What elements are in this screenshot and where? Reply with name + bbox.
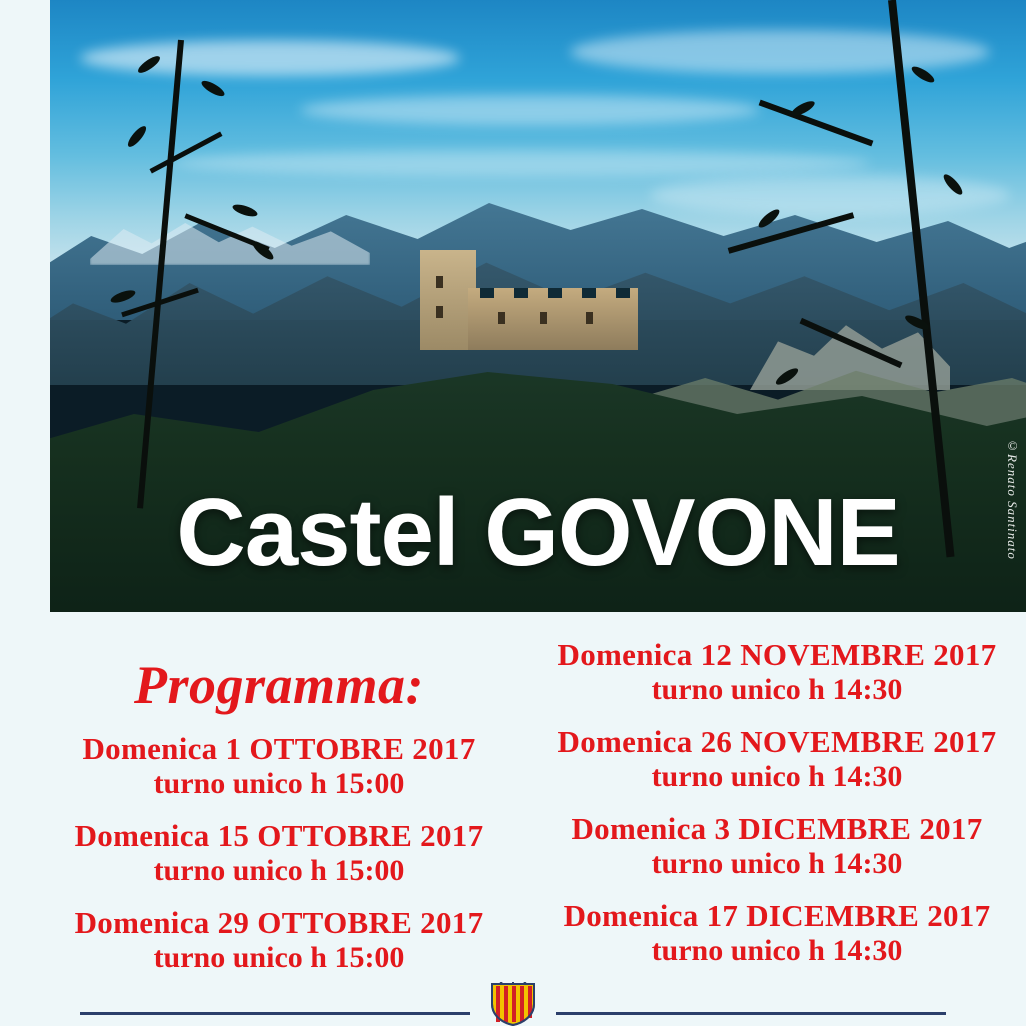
photo-title: Castel GOVONE [176, 479, 900, 586]
battlement-gap [514, 288, 528, 298]
entry-shift: turno unico h 14:30 [651, 847, 903, 881]
divider-left [80, 1012, 470, 1015]
battlement-gap [616, 288, 630, 298]
cloud [570, 30, 990, 74]
programme-section [0, 618, 1026, 988]
programme-entry [30, 819, 528, 889]
tower-window [436, 276, 443, 288]
battlement-gap [548, 288, 562, 298]
entry-date: Domenica 12 NOVEMBRE 2017 [557, 637, 997, 672]
photo-credit: ©Renato Santinato [1005, 438, 1020, 560]
tower-window [436, 306, 443, 318]
castle-photo [50, 0, 1026, 612]
entry-shift: turno unico h 14:30 [651, 934, 903, 968]
wall-window [498, 312, 505, 324]
entry-shift: turno unico h 15:00 [153, 854, 405, 888]
programme-entry [528, 899, 1026, 969]
entry-date: Domenica 29 OTTOBRE 2017 [74, 905, 484, 941]
entry-shift: turno unico h 14:30 [651, 673, 903, 707]
entry-date: Domenica 15 OTTOBRE 2017 [74, 818, 484, 854]
entry-shift: turno unico h 14:30 [651, 760, 903, 794]
programme-left-column [0, 618, 528, 988]
footer [0, 986, 1026, 1026]
entry-shift: turno unico h 15:00 [153, 941, 405, 975]
programme-entry [528, 638, 1026, 708]
castle-ruins [410, 250, 640, 360]
entry-date: Domenica 3 DICEMBRE 2017 [571, 811, 983, 847]
entry-shift: turno unico h 15:00 [153, 767, 405, 801]
cloud [170, 150, 870, 176]
coat-of-arms-icon [482, 982, 544, 1026]
programme-entry [30, 732, 528, 802]
programme-entry [30, 906, 528, 976]
entry-date: Domenica 17 DICEMBRE 2017 [563, 898, 991, 934]
programme-heading: Programma: [133, 655, 424, 715]
wall-window [586, 312, 593, 324]
programme-right-column [528, 618, 1026, 988]
wall-window [540, 312, 547, 324]
programme-entry [528, 812, 1026, 882]
entry-date: Domenica 26 NOVEMBRE 2017 [557, 724, 997, 760]
divider-right [556, 1012, 946, 1015]
battlement-gap [582, 288, 596, 298]
programme-entry [528, 725, 1026, 795]
battlement-gap [480, 288, 494, 298]
cloud [300, 95, 760, 125]
entry-date: Domenica 1 OTTOBRE 2017 [82, 731, 476, 766]
